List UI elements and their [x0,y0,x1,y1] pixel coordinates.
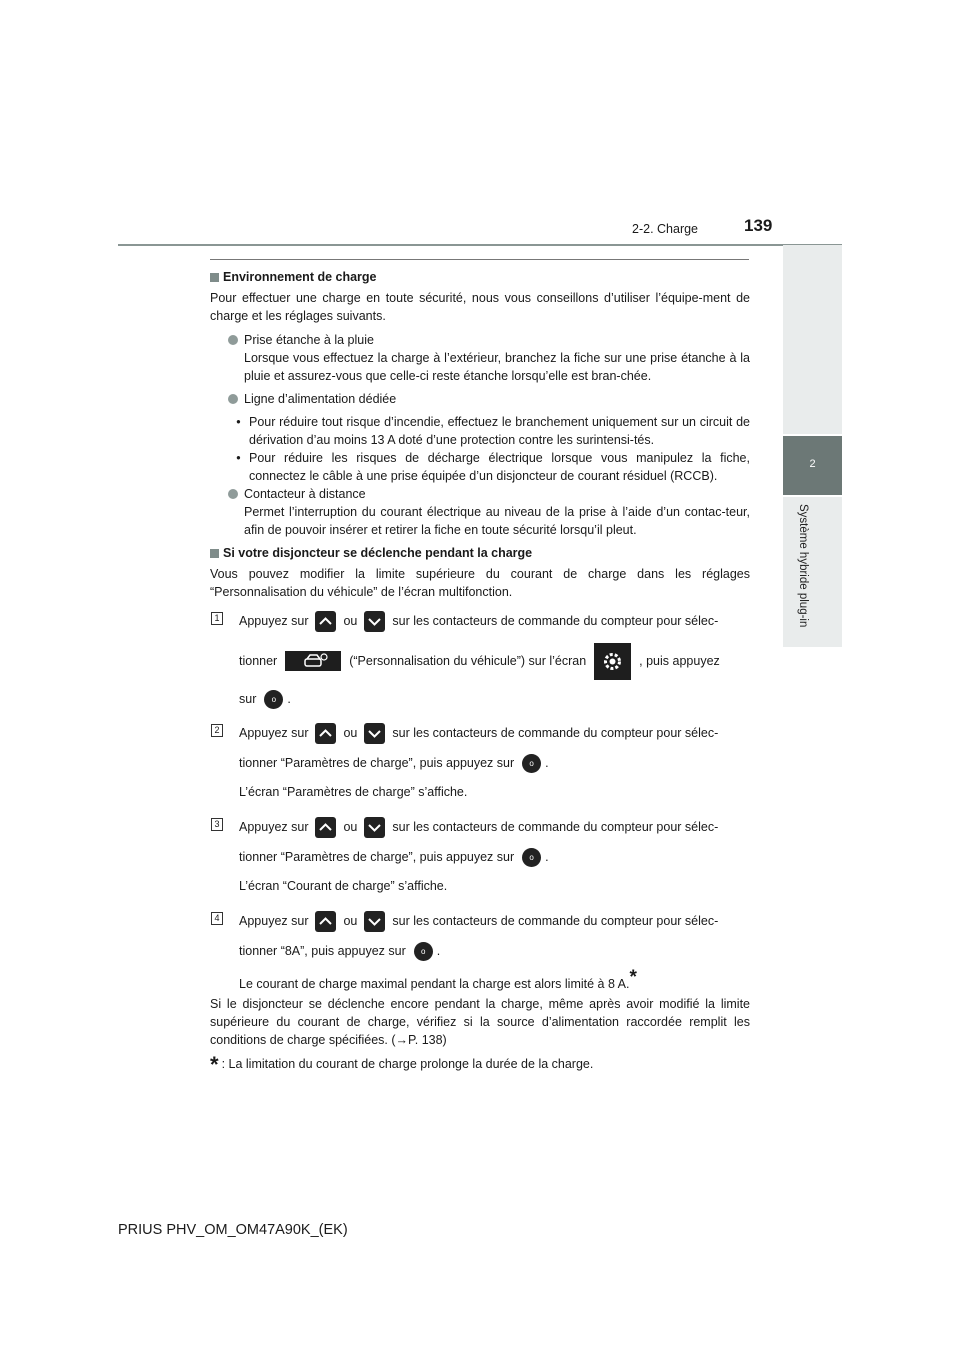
page-number: 139 [744,216,773,235]
down-arrow-icon [364,911,385,932]
step-2: 2 Appuyez sur ou sur les contacteurs de commande du compteur pour sélec- tionner “Paramètres de charge”, puis appuyez sur o . L’écran “Paramètres de charge” s’affiche. [210,721,750,801]
square-bullet-icon [210,549,219,558]
env-intro: Pour effectuer une charge en toute sécurité, nous vous conseillons d’utiliser l’équipe-ment de charge et les réglages suivants. [210,291,750,323]
rain-item [228,331,750,385]
gear-icon [594,643,631,680]
breaker-heading: Si votre disjoncteur se déclenche pendant la charge [210,544,750,562]
content-body [210,268,750,1078]
rain-text: Lorsque vous effectuez la charge à l’extérieur, branchez la fiche sur une prise étanche à la pluie et assurez-vous que celle-ci reste étanche lorsqu’elle est bran-chée. [244,351,750,383]
step-result: L’écran “Paramètres de charge” s’affiche. [239,785,468,799]
down-arrow-icon [364,611,385,632]
breaker-intro: Vous pouvez modifier la limite supérieure du courant de charge dans les réglages “Personnalisation du véhicule” de l’écran multifonction. [210,567,750,599]
side-tab-number: 2 [809,458,816,470]
line-sub2: Pour réduire les risques de décharge électrique lorsque vous manipulez la fiche, connectez le câble à une prise équipée d’un disjoncteur de courant résiduel (RCCB). [249,451,750,483]
content-rule [210,259,749,260]
down-arrow-icon [364,817,385,838]
step-1: 1 Appuyez sur ou sur les contacteurs de commande du compteur pour sélec- tionner (“Personnalisation du véhicule”) sur l’écran , puis appuyez sur o . [210,609,750,711]
after-text: Si le disjoncteur se déclenche encore pendant la charge, même après avoir modifié la limite supérieure du courant de charge, vérifiez si la source d’alimentation raccordée remplit les conditions de charge spécifiées. (→P. 138) [210,997,750,1048]
line-title: Ligne d’alimentation dédiée [244,392,397,406]
step-result: L’écran “Courant de charge” s’affiche. [239,879,448,893]
step-result: Le courant de charge maximal pendant la charge est alors limité à 8 A.* [239,967,637,992]
round-bullet-icon [228,335,238,345]
line-item [228,390,750,408]
step-4: 4 Appuyez sur ou sur les contacteurs de commande du compteur pour sélec- tionner “8A”, puis appuyez sur o . Le courant de charge maximal pendant la charge est alors limité à 8 A.* [210,909,750,993]
vehicle-settings-icon [285,651,341,671]
remote-item [228,485,750,539]
line-sub-item: • Pour réduire tout risque d’incendie, effectuez le branchement uniquement sur un circuit de dérivation d’au moins 13 A doté d’une protection contre les surintensi-tés. [236,415,750,447]
ok-button-icon: o [264,690,283,709]
step-number: 1 [211,612,223,625]
remote-text: Permet l’interruption du courant électrique au niveau de la prise à l’aide d’un contac-teur, afin de pouvoir insérer et retirer la fiche en toute sécurité lorsqu’il pleut. [244,505,750,537]
step-number: 4 [211,912,223,925]
env-heading: Environnement de charge [210,268,750,286]
footnote-star: * [629,967,637,988]
header-rule [118,244,842,246]
step-number: 2 [211,724,223,737]
up-arrow-icon [315,911,336,932]
side-tab-top [783,245,842,434]
ok-button-icon: o [414,942,433,961]
remote-title: Contacteur à distance [244,487,366,501]
down-arrow-icon [364,723,385,744]
footnote: * : La limitation du courant de charge prolonge la durée de la charge. [210,1052,594,1078]
step-number: 3 [211,818,223,831]
side-tab-bottom [783,497,842,647]
rain-title: Prise étanche à la pluie [244,333,374,347]
ok-button-icon: o [522,754,541,773]
round-bullet-icon [228,489,238,499]
up-arrow-icon [315,723,336,744]
footnote-star: * [210,1052,219,1078]
up-arrow-icon [315,611,336,632]
up-arrow-icon [315,817,336,838]
square-bullet-icon [210,273,219,282]
ok-button-icon: o [522,848,541,867]
side-tab-title: Système hybride plug-in [797,504,809,628]
section-label: 2-2. Charge [632,222,699,236]
line-sub1: Pour réduire tout risque d’incendie, effectuez le branchement uniquement sur un circuit de dérivation d’au moins 13 A doté d’une protection contre les surintensi-tés. [249,415,750,447]
step-3: 3 Appuyez sur ou sur les contacteurs de commande du compteur pour sélec- tionner “Paramètres de charge”, puis appuyez sur o . L’écran “Courant de charge” s’affiche. [210,815,750,895]
line-sub-item: • Pour réduire les risques de décharge électrique lorsque vous manipulez la fiche, connectez le câble à une prise équipée d’un disjoncteur de courant résiduel (RCCB). [236,451,750,483]
footer-model: PRIUS PHV_OM_OM47A90K_(EK) [118,1222,348,1238]
round-bullet-icon [228,394,238,404]
